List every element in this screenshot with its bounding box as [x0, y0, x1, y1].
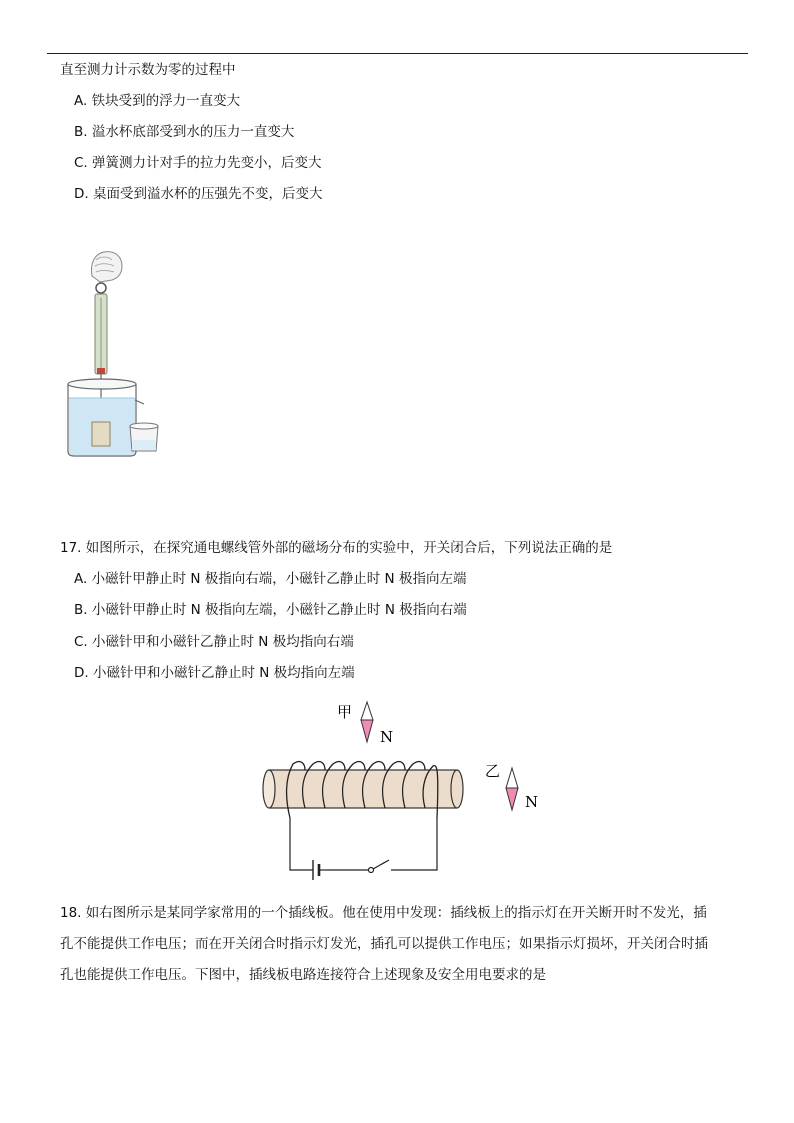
q17-option-d: D. 小磁针甲和小磁针乙静止时 N 极均指向左端 [74, 665, 355, 681]
scale-ring [96, 283, 106, 293]
q18-line-3: 孔也能提供工作电压。下图中，插线板电路连接符合上述现象及安全用电要求的是 [60, 967, 546, 983]
q16-option-a: A. 铁块受到的浮力一直变大 [74, 93, 241, 109]
q16-option-b: B. 溢水杯底部受到水的压力一直变大 [74, 124, 295, 140]
battery [313, 860, 327, 880]
hand-illustration [92, 252, 123, 282]
header-rule [47, 53, 748, 54]
q17-option-b: B. 小磁针甲静止时 N 极指向左端，小磁针乙静止时 N 极指向右端 [74, 602, 467, 618]
solenoid [263, 762, 463, 818]
q17-option-c: C. 小磁针甲和小磁针乙静止时 N 极均指向右端 [74, 634, 354, 650]
label-n-jia: N [380, 728, 394, 746]
q16-stem-tail: 直至测力计示数为零的过程中 [60, 62, 236, 78]
compass-needle-jia [361, 702, 373, 742]
q17-stem: 17. 如图所示，在探究通电螺线管外部的磁场分布的实验中，开关闭合后，下列说法正确的是 [60, 540, 613, 556]
q18-line-1: 18. 如右图所示是某同学家常用的一个插线板。他在使用中发现：插线板上的指示灯在开关断开时不发光，插 [60, 905, 707, 921]
q16-figure-spring-scale [60, 246, 170, 461]
q18-line-2: 孔不能提供工作电压；而在开关闭合时指示灯发光，插孔可以提供工作电压；如果指示灯损坏，开关闭合时插 [60, 936, 708, 952]
label-jia: 甲 [337, 703, 353, 721]
iron-block [92, 422, 110, 446]
q16-option-d: D. 桌面受到溢水杯的压强先不变，后变大 [74, 186, 323, 202]
switch [369, 860, 390, 873]
compass-needle-yi [506, 768, 518, 810]
circuit-wires [290, 818, 437, 870]
label-yi: 乙 [485, 762, 501, 780]
scale-indicator [97, 368, 105, 374]
q16-option-c: C. 弹簧测力计对手的拉力先变小，后变大 [74, 155, 322, 171]
q17-option-a: A. 小磁针甲静止时 N 极指向右端，小磁针乙静止时 N 极指向左端 [74, 571, 467, 587]
label-n-yi: N [525, 793, 539, 811]
q17-figure-solenoid [255, 698, 555, 888]
